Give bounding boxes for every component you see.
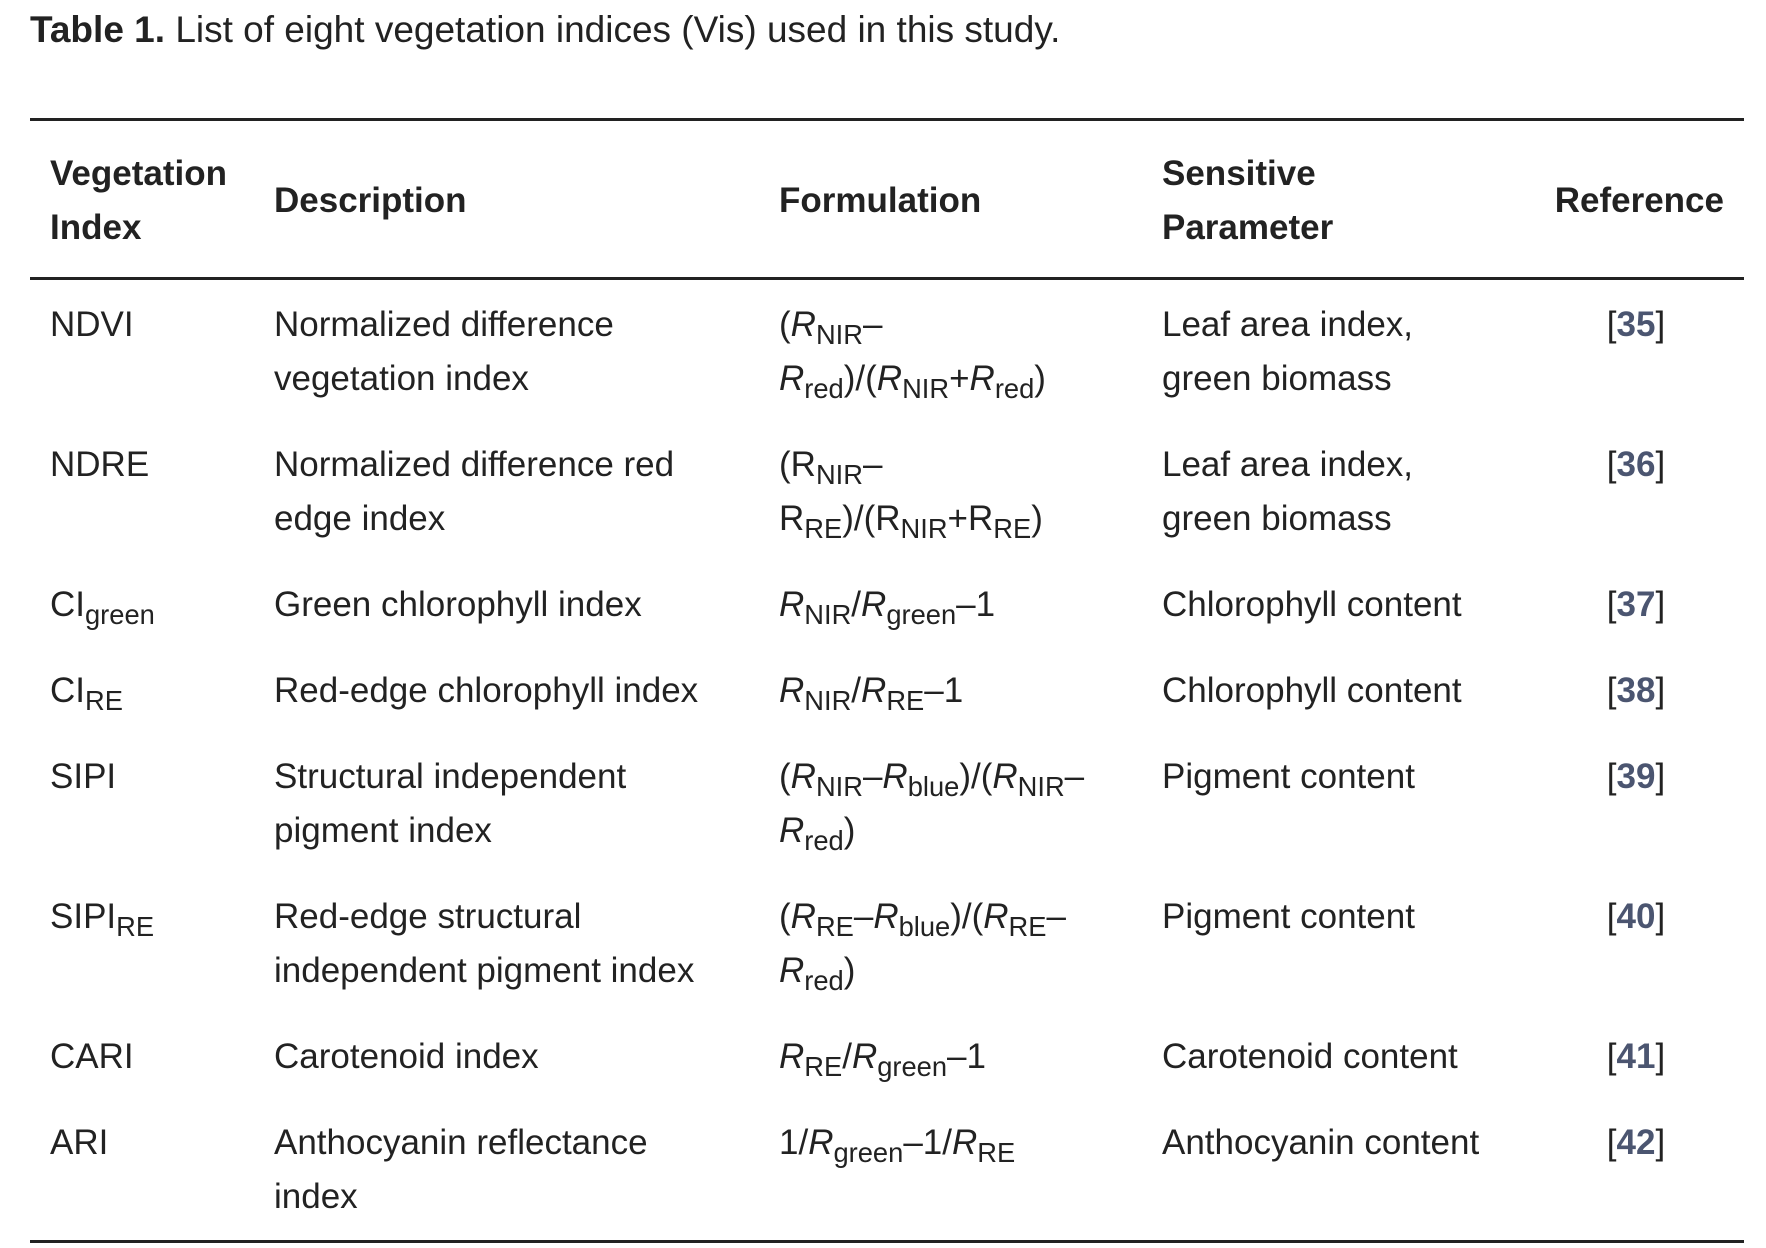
- cell-formulation: $R_{RE}/R_{green}-1$: [779, 1037, 986, 1083]
- cell-sensitive-parameter: Leaf area index, green biomass: [1162, 305, 1414, 398]
- cell-reference: [42]: [1606, 1123, 1666, 1162]
- reference-link[interactable]: 36: [1616, 445, 1656, 484]
- cell-description: Red-edge chlorophyll index: [274, 671, 699, 710]
- cell-index: $CI_{RE}$: [50, 671, 123, 717]
- cell-index: NDRE: [50, 445, 150, 484]
- cell-reference: [36]: [1606, 445, 1666, 484]
- table-caption: [30, 4, 1060, 56]
- cell-sensitive-parameter: Chlorophyll content: [1162, 585, 1462, 624]
- reference-link[interactable]: 42: [1616, 1123, 1656, 1162]
- reference-link[interactable]: 40: [1616, 897, 1656, 936]
- cell-index: CARI: [50, 1037, 134, 1076]
- cell-index: SIPI: [50, 757, 117, 796]
- reference-link[interactable]: 39: [1616, 757, 1656, 796]
- table-row: [30, 422, 1744, 562]
- vegetation-indices-table: [30, 118, 1744, 1243]
- cell-index: $SIPI_{RE}$: [50, 897, 155, 943]
- table-row: [30, 1100, 1744, 1242]
- cell-description: Normalized difference vegetation index: [274, 305, 614, 398]
- cell-sensitive-parameter: Carotenoid content: [1162, 1037, 1458, 1076]
- reference-link[interactable]: 37: [1616, 585, 1656, 624]
- cell-description: Carotenoid index: [274, 1037, 539, 1076]
- header-formulation: Formulation: [779, 181, 982, 220]
- cell-description: Red-edge structural independent pigment index: [274, 897, 695, 990]
- table-row: [30, 874, 1744, 1014]
- table-row: [30, 279, 1744, 423]
- cell-reference: [41]: [1606, 1037, 1666, 1076]
- header-vegetation-index: Vegetation Index: [50, 154, 227, 247]
- cell-sensitive-parameter: Pigment content: [1162, 757, 1415, 796]
- cell-formulation: ($R_{NIR}-$ $R_{RE})/(R_{NIR}+R_{RE})$: [779, 445, 1043, 545]
- reference-link[interactable]: 38: [1616, 671, 1656, 710]
- cell-reference: [37]: [1606, 585, 1666, 624]
- header-sensitive-parameter: Sensitive Parameter: [1162, 154, 1334, 247]
- cell-index: ARI: [50, 1123, 109, 1162]
- table-row: [30, 734, 1744, 874]
- cell-description: Structural independent pigment index: [274, 757, 627, 850]
- cell-sensitive-parameter: Pigment content: [1162, 897, 1415, 936]
- cell-reference: [35]: [1606, 305, 1666, 344]
- caption-label: Table 1.: [30, 9, 166, 50]
- cell-description: Normalized difference red edge index: [274, 445, 675, 538]
- cell-sensitive-parameter: Chlorophyll content: [1162, 671, 1462, 710]
- cell-reference: [38]: [1606, 671, 1666, 710]
- cell-sensitive-parameter: Leaf area index, green biomass: [1162, 445, 1414, 538]
- cell-description: Green chlorophyll index: [274, 585, 642, 624]
- reference-link[interactable]: 41: [1616, 1037, 1656, 1076]
- reference-link[interactable]: 35: [1616, 305, 1656, 344]
- cell-formulation: $(R_{NIR}-R_{blue})/(R_{NIR}-$ $R_{red}$): [779, 757, 1085, 857]
- cell-index: $CI_{green}$: [50, 585, 155, 631]
- table-row: [30, 562, 1744, 648]
- header-reference: Reference: [1554, 181, 1724, 220]
- table-row: [30, 1014, 1744, 1100]
- cell-index: NDVI: [50, 305, 134, 344]
- caption-text: List of eight vegetation indices (Vis) used in this study.: [175, 9, 1061, 50]
- cell-reference: [39]: [1606, 757, 1666, 796]
- table-header-row: [30, 120, 1744, 279]
- cell-formulation: $R_{NIR}/R_{green}-1$: [779, 585, 996, 631]
- cell-formulation: ($R_{NIR}-$ $R_{red})/(R_{NIR}+R_{red})$: [779, 305, 1046, 405]
- cell-reference: [40]: [1606, 897, 1666, 936]
- cell-formulation: $1/R_{green}-1/R_{RE}$: [779, 1123, 1016, 1169]
- table-row: [30, 648, 1744, 734]
- header-description: Description: [274, 181, 467, 220]
- cell-sensitive-parameter: Anthocyanin content: [1162, 1123, 1480, 1162]
- cell-formulation: $(R_{RE}-R_{blue})/(R_{RE}-$ $R_{red}$): [779, 897, 1066, 997]
- cell-formulation: $R_{NIR}/R_{RE}-1$: [779, 671, 964, 717]
- cell-description: Anthocyanin reflectance index: [274, 1123, 648, 1216]
